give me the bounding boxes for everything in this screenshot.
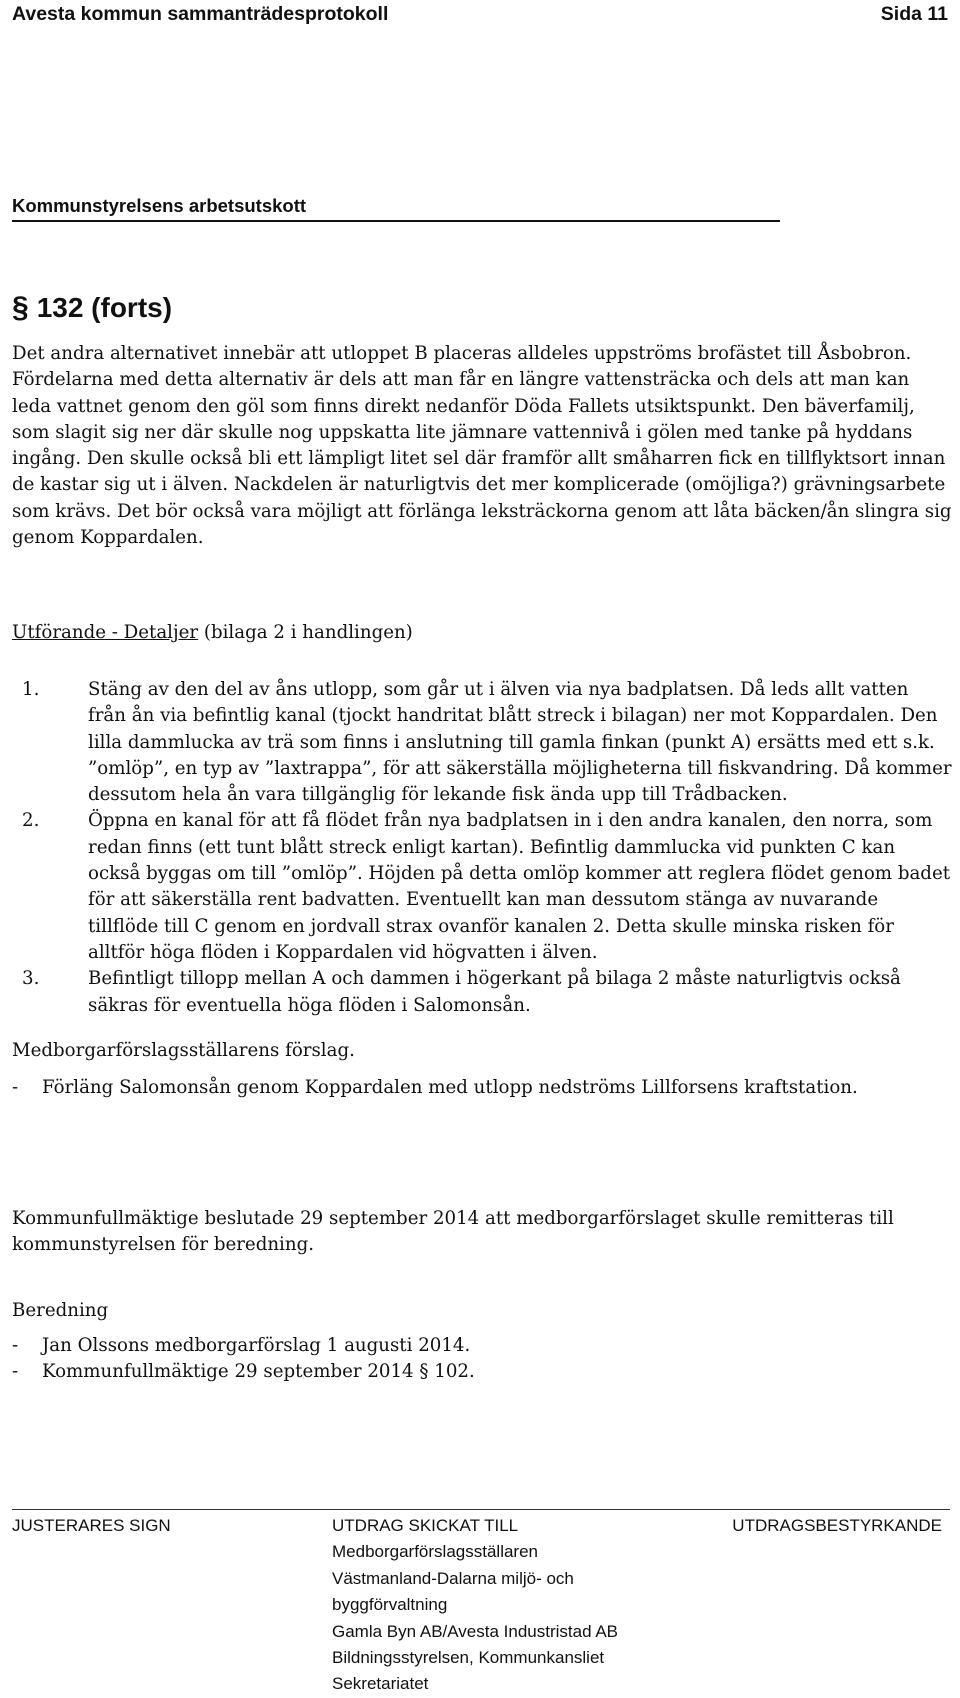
details-heading-underlined: Utförande - Detaljer — [12, 622, 199, 643]
page-number: Sida 11 — [880, 3, 948, 25]
list-text: Stäng av den del av åns utlopp, som går ut i älven via nya badplatsen. Då leds allt vatten från ån via befintlig kanal (tjockt handritat blått streck i bilagan) ner mot Koppardalen. Den lilla dammlucka av trä som finns i anslutning till gamla finkan (punkt A) ersätts med ett s.k. ”omlöp”, en typ av ”laxtrappa”, för att säkerställa möjligheterna till fiskvandring. Då kommer dessutom hela ån vara tillgänglig för lekande fisk ända upp till Trådbacken. — [88, 679, 952, 806]
section-title: 132 (forts) — [36, 292, 173, 323]
committee-divider — [12, 220, 780, 222]
list-item — [12, 966, 952, 1019]
details-list — [12, 677, 952, 1019]
proposal-title: Medborgarförslagsställarens förslag. — [12, 1040, 355, 1061]
footer-sent-label: UTDRAG SKICKAT TILL — [332, 1516, 519, 1535]
preparation-title: Beredning — [12, 1300, 109, 1321]
section-heading — [12, 290, 172, 326]
list-item — [12, 1075, 952, 1101]
list-number: 3. — [22, 968, 40, 990]
paragraph-sign: § — [12, 291, 29, 324]
list-item — [12, 808, 952, 966]
list-dash: - — [12, 1335, 19, 1356]
list-text: Befintligt tillopp mellan A och dammen i högerkant på bilaga 2 måste naturligtvis också säkras för eventuella höga flöden i Salomonsån. — [88, 968, 901, 1016]
list-item — [12, 1359, 952, 1385]
details-heading — [12, 620, 952, 646]
proposal-list — [12, 1075, 952, 1101]
list-item — [12, 677, 952, 808]
recipient: Västmanland-Dalarna miljö- och — [332, 1568, 574, 1588]
footer-certified-label: UTDRAGSBESTYRKANDE — [732, 1516, 942, 1535]
recipient: Medborgarförslagsställaren — [332, 1542, 538, 1562]
recipient: Gamla Byn AB/Avesta Industristad AB — [332, 1621, 619, 1641]
preparation-list — [12, 1333, 952, 1386]
intro-paragraph: Det andra alternativet innebär att utloppet B placeras alldeles uppströms brofästet till Åsbobron. Fördelarna med detta alternativ är dels att man får en längre vattensträcka och dels att man kan leda vattnet genom den göl som finns direkt nedanför Döda Fallets utsiktspunkt. Den bäverfamilj, som slagit sig ner där skulle nog uppskatta lite jämnare vattennivå i gölen med tanke på hyddans ingång. Den skulle också bli ett lämpligt litet sel där framför allt småharren fick en tillflyktsort innan de kastar sig ut i älven. Nackdelen är naturligtvis det mer komplicerade (omöjliga?) grävningsarbete som krävs. Det bör också vara möjligt att förlänga leksträckorna genom att låta bäcken/ån slingra sig genom Koppardalen. — [12, 343, 952, 549]
footer-sent-column — [332, 1513, 652, 1698]
list-number: 2. — [22, 810, 40, 832]
committee-name: Kommunstyrelsens arbetsutskott — [12, 195, 307, 216]
list-dash: - — [12, 1077, 19, 1098]
recipient: byggförvaltning — [332, 1595, 448, 1615]
list-number: 1. — [22, 679, 40, 700]
recipient: Bildningsstyrelsen, Kommunkansliet — [332, 1648, 605, 1668]
list-text: Öppna en kanal för att få flödet från nya badplatsen in i den andra kanalen, den norra, som redan finns (ett tunt blått streck enligt kartan). Befintlig dammlucka vid punkten C kan också byggas om till ”omlöp”. Höjden på detta omlöp kommer att reglera flödet genom badet för att säkerställa rent badvatten. Eventuellt kan man dessutom stänga av nuvarande tillflöde till C genom en jordvall strax ovanför kanalen 2. Detta skulle minska risken för alltför höga flöden i Koppardalen vid högvatten i älven. — [88, 810, 951, 963]
details-heading-rest: (bilaga 2 i handlingen) — [198, 622, 413, 643]
list-text: Jan Olssons medborgarförslag 1 augusti 2014. — [42, 1335, 471, 1356]
list-text: Kommunfullmäktige 29 september 2014 § 102. — [42, 1361, 475, 1383]
page-header — [12, 0, 948, 28]
protocol-title: Avesta kommun sammanträdesprotokoll — [12, 3, 389, 25]
footer-divider — [12, 1509, 950, 1510]
footer-certified-column — [732, 1513, 942, 1539]
footer-sign-column — [12, 1513, 171, 1539]
footer-sign-label: JUSTERARES SIGN — [12, 1516, 171, 1535]
decision-paragraph: Kommunfullmäktige beslutade 29 september 2014 att medborgarförslaget skulle remitteras till kommunstyrelsen för beredning. — [12, 1208, 894, 1256]
list-text: Förläng Salomonsån genom Koppardalen med utlopp nedströms Lillforsens kraftstation. — [42, 1077, 858, 1098]
list-dash: - — [12, 1361, 19, 1383]
recipient: Sekretariatet — [332, 1674, 429, 1694]
list-item — [12, 1333, 952, 1359]
